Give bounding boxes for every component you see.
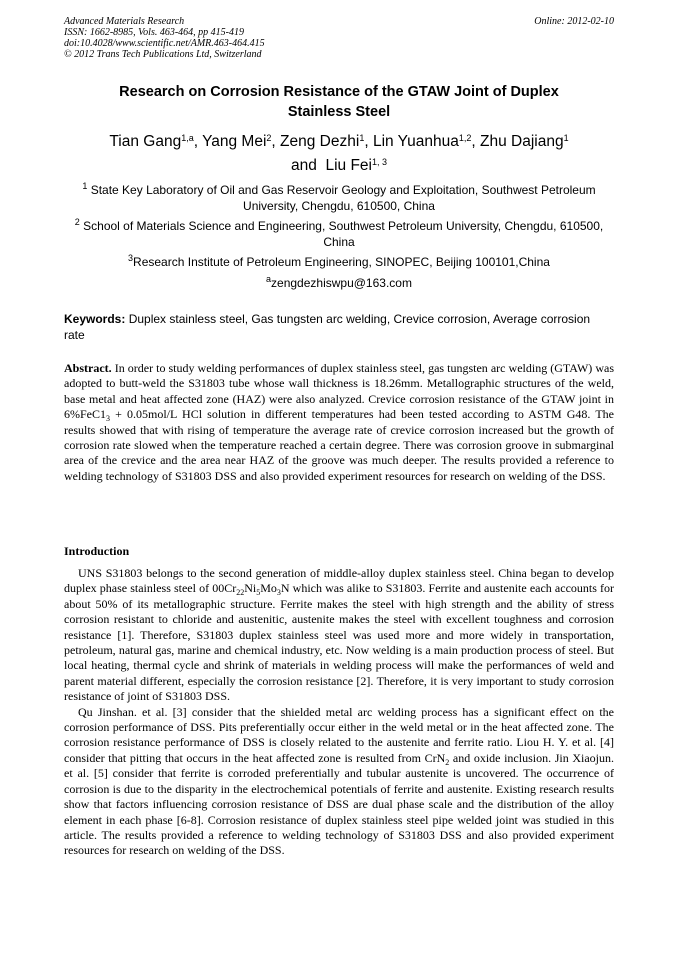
journal-name: Advanced Materials Research [64,16,185,27]
author-affil-marker: 1 [563,133,569,143]
email-marker: a [266,274,272,284]
author-affil-marker: 1 [359,133,365,143]
introduction-heading: Introduction [64,544,130,558]
author-affil-marker: 1, 3 [372,157,388,167]
intro-paragraph-1 [64,566,614,705]
title-line-1: Research on Corrosion Resistance of the GTAW Joint of Duplex [119,84,559,100]
text-run: N which was alike to S31803. Ferrite and austenite each accounts for about 50% of its metallographic structure. Ferrite makes the steel with high strength and the ability of stress corrosion resistant to chloride and austenitic, austenite makes the steel with excellent toughness and corrosion resistance [1]. Therefore, S31803 duplex stainless steel was used more and more widely in transportation, petroleum, natural gas, marine and chemical industry, etc. Now welding is a main production process of steel. But local heating, thermal cycle and shrink of materials in welding process will make the performances of weld and parent material different, especially the corrosion resistance [2]. Therefore, it is very important to study corrosion resistance of joint of S31803 DSS. [64,581,614,704]
keywords-label: Keywords: [64,312,126,326]
corresponding-email [64,275,614,291]
affil-text: State Key Laboratory of Oil and Gas Reservoir Geology and Exploitation, Southwest Petroleum [90,183,596,197]
intro-paragraph-2 [64,705,614,859]
subscript: 3 [106,414,110,424]
text-run: Ni [244,581,257,596]
online-date: Online: 2012-02-10 [534,16,614,27]
affiliation-2 [64,218,614,250]
abstract-block [64,361,614,484]
affiliation-3 [64,254,614,270]
journal-header [64,16,614,60]
author-line-1: Tian Gang$^{1,a}$, Yang Mei$^2$, Zeng Dezhi$^1$, Lin Yuanhua$^{1,2}$, Zhu Dajiang$^1$ [109,133,569,150]
affil-text: China [323,235,355,249]
subscript: 22 [236,588,245,598]
affil-text: School of Materials Science and Engineering, Southwest Petroleum University, Chengdu, 610500, [83,219,604,233]
affil-marker: 3 [128,253,134,263]
author-list [66,130,612,178]
author-name: Liu Fei [325,157,372,174]
author-name: Zhu Dajiang [480,133,564,150]
issn-line: ISSN: 1662-8985, Vols. 463-464, pp 415-419 [64,27,244,38]
author-affil-marker: 1,a [181,133,194,143]
author-affil-marker: 2 [266,133,272,143]
text-run: UNS S31803 belongs to the second generation of middle-alloy duplex stainless steel. China began to develop duplex phase stainless steel of 00Cr [64,566,614,596]
copyright-line: © 2012 Trans Tech Publications Ltd, Switzerland [64,49,262,60]
text-run: and oxide inclusion. Jin Xiaojun. et al. [5] consider that ferrite is corroded preferentially and tubular austenite is uncovered. The occurrence of corrosion is due to the disparity in the electrochemical potentials of ferrite and austenite. Existing research results show that factors influencing corrosion resistance of DSS are dual phase scale and the distribution of the alloy element in each phase [6-8]. Corrosion resistance of duplex stainless steel pipe welded joint was studied in this article. The results provided a reference to welding technology of S31803 DSS and also provided experiment resources for research on welding of the DSS. [64,750,614,858]
keywords-block [64,311,614,343]
author-affil-marker: 1,2 [458,133,472,143]
title-line-2: Stainless Steel [287,104,391,120]
affil-text: Research Institute of Petroleum Engineering, SINOPEC, Beijing 100101,China [133,255,550,269]
abstract-label: Abstract. [64,361,112,375]
abstract-text: + 0.05mol/L HCl solution in different temperatures had been tested according to ASTM G48. The results showed that with rising of temperature the average rate of crevice corrosion increased but the growth of corrosion rate slowed when the temperature reached a certain degree. There was corrosion groove in submarginal area of the crevice and the area near HAZ of the groove was much deeper. The results provided a reference to welding technology of S31803 DSS and also provided experiment resources for research on welding of the DSS. [64,407,614,483]
doi-line: doi:10.4028/www.scientific.net/AMR.463-464.415 [64,38,265,49]
affiliation-1 [64,182,614,214]
paper-title [70,82,608,122]
author-name: Tian Gang [109,133,182,150]
subscript: 3 [276,588,281,598]
author-name: Zeng Dezhi [280,133,360,150]
abstract-text: In order to study welding performances of duplex stainless steel, gas tungsten arc welding (GTAW) was adopted to butt-weld the S31803 tube whose wall thickness is 18.26mm. Metallographic structures of the weld, base metal and heat affected zone (HAZ) were also analyzed. Crevice corrosion resistance of the GTAW joint in 6%FeC1 [64,361,615,422]
introduction-body [64,566,614,859]
subscript: 5 [256,588,261,598]
affil-text: University, Chengdu, 610500, China [243,199,435,213]
text-run: Mo [260,581,277,596]
email-address: zengdezhiswpu@163.com [271,276,412,290]
author-name: Lin Yuanhua [372,133,459,150]
author-name: Yang Mei [202,133,267,150]
author-line-2 [66,154,612,178]
keywords-text: Duplex stainless steel, Gas tungsten arc welding, Crevice corrosion, Average corrosion rate [64,312,591,342]
affil-marker: 1 [82,181,88,191]
text-run: Qu Jinshan. et al. [3] consider that the shielded metal arc welding process has a significant effect on the corrosion performance of DSS. Pits preferentially occur either in the weld metal or in the heat affected zone. The corrosion resistance performance of DSS is closely related to the austenite and ferrite ratio. Liou H. Y. et al. [4] consider that pitting that occurs in the heat affected zone is resulted from CrN [64,704,614,765]
subscript: 2 [445,757,450,767]
and-word: and [290,157,317,174]
affil-marker: 2 [74,217,80,227]
